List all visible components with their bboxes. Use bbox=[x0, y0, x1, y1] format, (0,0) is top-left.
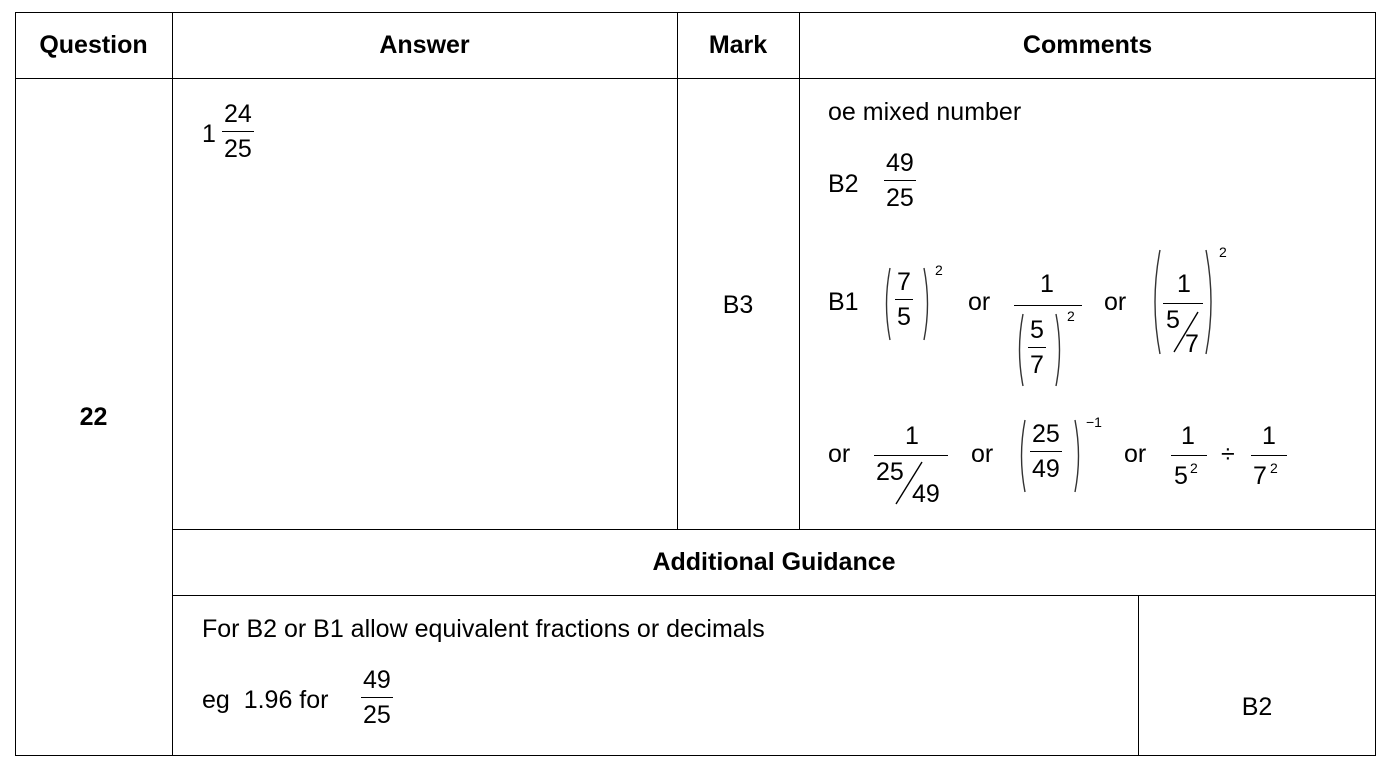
denominator: 25 bbox=[363, 701, 391, 729]
col-divider-mark bbox=[799, 12, 800, 530]
guidance-mark: B2 bbox=[1241, 693, 1273, 721]
b1-expr5-exponent: −1 bbox=[1086, 414, 1102, 430]
numerator: 25 bbox=[1032, 420, 1060, 448]
right-paren bbox=[922, 266, 932, 342]
comment-b2-label: B2 bbox=[828, 170, 859, 198]
b1-expr2-bar bbox=[1014, 305, 1082, 306]
or-text: or bbox=[1104, 288, 1127, 316]
b1-expr2-inner-fraction bbox=[1028, 318, 1046, 378]
fraction-bar bbox=[884, 180, 916, 181]
comment-oe-mixed: oe mixed number bbox=[828, 98, 1022, 126]
header-question: Question bbox=[39, 31, 148, 59]
right-paren bbox=[1054, 312, 1064, 388]
b1-expr6-e2: 2 bbox=[1270, 460, 1278, 476]
header-comments: Comments bbox=[1022, 31, 1153, 59]
numerator: 7 bbox=[897, 268, 911, 296]
numerator: 49 bbox=[363, 666, 391, 694]
b1-expr3-exponent: 2 bbox=[1219, 244, 1227, 260]
header-answer: Answer bbox=[379, 31, 470, 59]
b1-expr6-n1: 1 bbox=[1181, 422, 1195, 450]
left-paren bbox=[1150, 248, 1162, 356]
b1-expr6-bar1 bbox=[1171, 455, 1207, 456]
b1-expr3-bar bbox=[1163, 303, 1203, 304]
divide-sign: ÷ bbox=[1221, 440, 1235, 468]
b1-expr1-exponent: 2 bbox=[935, 262, 943, 278]
answer-fraction bbox=[222, 102, 254, 162]
b1-expr4-numerator: 1 bbox=[905, 422, 919, 450]
or-text: or bbox=[968, 288, 991, 316]
left-paren bbox=[1017, 418, 1027, 494]
answer-whole: 1 bbox=[202, 120, 216, 148]
col-divider-answer bbox=[677, 12, 678, 530]
answer-numerator: 24 bbox=[224, 100, 252, 128]
col-divider-question bbox=[172, 12, 173, 756]
b1-expr5-fraction bbox=[1030, 422, 1062, 482]
b1-expr4-inner-numerator: 25 bbox=[876, 458, 904, 486]
table-outer-border bbox=[15, 12, 1376, 756]
fraction-bar bbox=[1030, 451, 1062, 452]
or-text: or bbox=[1124, 440, 1147, 468]
b1-expr3-numerator: 1 bbox=[1177, 270, 1191, 298]
b1-expr6-bar2 bbox=[1251, 455, 1287, 456]
b1-expr4-inner-denominator: 49 bbox=[912, 480, 940, 508]
b1-expr6-n2: 1 bbox=[1262, 422, 1276, 450]
header-mark: Mark bbox=[708, 31, 768, 59]
b1-expr1-fraction bbox=[895, 270, 913, 330]
guidance-eg-fraction bbox=[361, 668, 393, 728]
comment-b1-label: B1 bbox=[828, 288, 859, 316]
left-paren bbox=[882, 266, 892, 342]
b1-expr6-d1: 5 bbox=[1174, 462, 1188, 490]
fraction-bar bbox=[222, 131, 254, 132]
b1-expr4-bar bbox=[874, 455, 948, 456]
denominator: 25 bbox=[886, 184, 914, 212]
b1-expr2-numerator: 1 bbox=[1040, 270, 1054, 298]
or-text: or bbox=[828, 440, 851, 468]
right-paren bbox=[1073, 418, 1083, 494]
b1-expr6-d2: 7 bbox=[1253, 462, 1267, 490]
guidance-line1: For B2 or B1 allow equivalent fractions or decimals bbox=[202, 615, 765, 643]
fraction-bar bbox=[895, 299, 913, 300]
fraction-bar bbox=[1028, 347, 1046, 348]
guidance-eg-prefix: eg 1.96 for bbox=[202, 686, 329, 714]
fraction-bar bbox=[361, 697, 393, 698]
b1-expr6-e1: 2 bbox=[1190, 460, 1198, 476]
denominator: 7 bbox=[1030, 351, 1044, 379]
right-paren bbox=[1204, 248, 1216, 356]
answer-denominator: 25 bbox=[224, 135, 252, 163]
denominator: 49 bbox=[1032, 455, 1060, 483]
left-paren bbox=[1015, 312, 1025, 388]
b1-expr2-exponent: 2 bbox=[1067, 308, 1075, 324]
denominator: 5 bbox=[897, 303, 911, 331]
comment-b2-fraction bbox=[884, 151, 916, 211]
or-text: or bbox=[971, 440, 994, 468]
b1-expr3-inner-numerator: 5 bbox=[1166, 306, 1180, 334]
b1-expr3-inner-denominator: 7 bbox=[1185, 330, 1199, 358]
question-number: 22 bbox=[79, 403, 108, 431]
numerator: 5 bbox=[1030, 316, 1044, 344]
guidance-mark-divider bbox=[1138, 595, 1139, 756]
guidance-title: Additional Guidance bbox=[652, 548, 896, 576]
mark-value: B3 bbox=[722, 291, 754, 319]
numerator: 49 bbox=[886, 149, 914, 177]
